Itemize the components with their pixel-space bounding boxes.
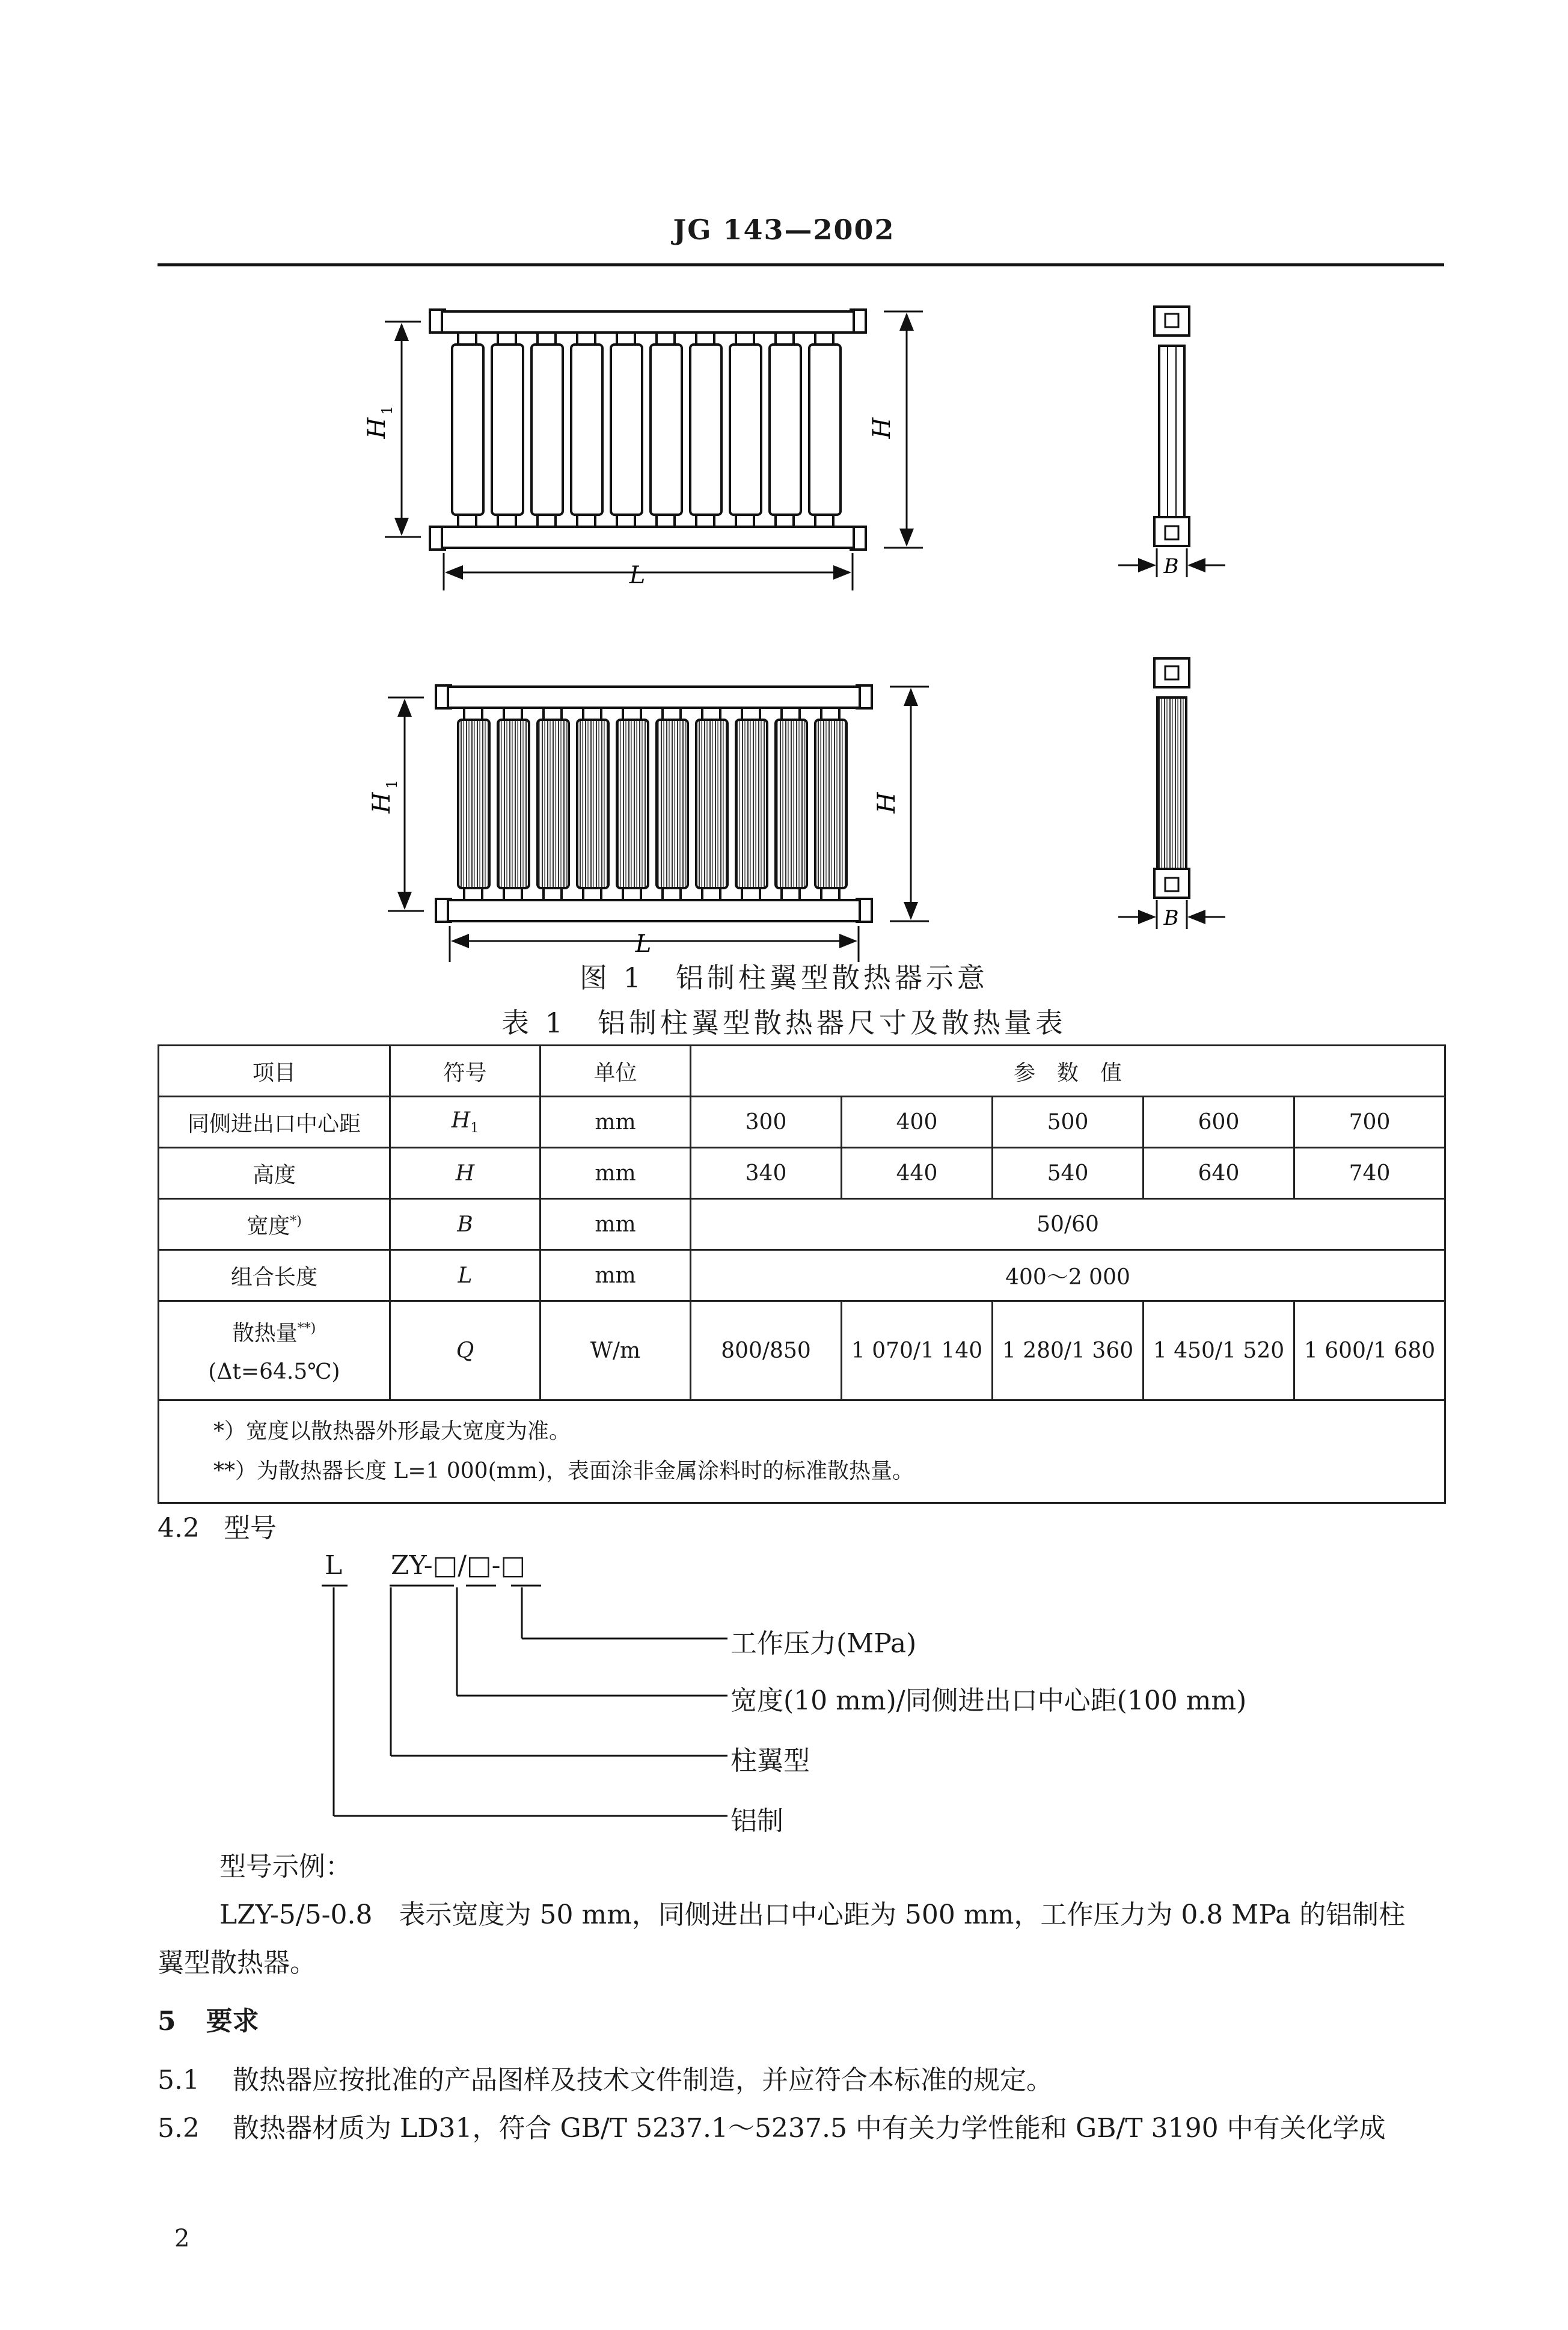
figure-caption: 图 1 铝制柱翼型散热器示意 bbox=[580, 961, 988, 994]
model-code: ZY-□/□-□ bbox=[391, 1550, 526, 1581]
table-row: 同侧进出口中心距 $H_1$ mm 300 400 500 600 700 bbox=[159, 1097, 1445, 1148]
radiator-column bbox=[492, 345, 523, 515]
label-width-distance: 宽度(10 mm)/同侧进出口中心距(100 mm) bbox=[730, 1685, 1247, 1716]
label-aluminum: 铝制 bbox=[730, 1806, 783, 1836]
header-values: 参 数 值 bbox=[691, 1046, 1445, 1097]
table-row: 高度 H mm 340 440 540 640 740 bbox=[159, 1148, 1445, 1199]
radiator-column bbox=[815, 720, 847, 888]
table-row: 宽度*) B mm 50/60 bbox=[159, 1199, 1445, 1250]
radiator-column bbox=[458, 720, 489, 888]
svg-text:1: 1 bbox=[379, 405, 396, 415]
note-1: *）宽度以散热器外形最大宽度为准。 bbox=[213, 1419, 571, 1444]
model-example-label: 型号示例： bbox=[219, 1851, 352, 1882]
radiator-column bbox=[809, 345, 841, 515]
dim-l-upper: L bbox=[629, 562, 646, 589]
radiator-column bbox=[770, 345, 801, 515]
svg-text:1: 1 bbox=[384, 779, 400, 789]
radiator-column bbox=[736, 720, 767, 888]
section-4-2-heading: 4.2 型号 bbox=[158, 1513, 277, 1544]
dim-h1-lower: H bbox=[368, 792, 396, 814]
table-row: 散热量**) (Δt=64.5℃) Q W/m 800/850 1 070/1 140 1 280/1 360 1 450/1 520 1 600/1 680 bbox=[159, 1301, 1445, 1400]
label-column-wing: 柱翼型 bbox=[730, 1746, 810, 1776]
requirement-5-1: 5.1 散热器应按批准的产品图样及技术文件制造，并应符合本标准的规定。 bbox=[158, 2065, 1053, 2095]
table-row: 组合长度 L mm 400～2 000 bbox=[159, 1250, 1445, 1301]
radiator-column bbox=[571, 345, 602, 515]
section-5-heading: 5 要求 bbox=[158, 2006, 259, 2037]
dim-h1-upper: H bbox=[363, 417, 391, 439]
header-symbol: 符号 bbox=[390, 1046, 541, 1097]
note-2: **）为散热器长度 L=1 000(mm)，表面涂非金属涂料时的标准散热量。 bbox=[213, 1459, 914, 1483]
radiator-column bbox=[776, 720, 807, 888]
front-view-lower bbox=[436, 685, 872, 922]
radiator-column bbox=[651, 345, 682, 515]
dim-b-lower: B bbox=[1163, 906, 1179, 930]
radiator-column bbox=[730, 345, 761, 515]
parameter-table bbox=[158, 1044, 1446, 1504]
side-view-lower bbox=[1154, 658, 1189, 898]
model-example-line2: 翼型散热器。 bbox=[158, 1948, 316, 1978]
standard-header: JG 143—2002 bbox=[673, 213, 895, 246]
radiator-column bbox=[537, 720, 569, 888]
dim-h-lower: H bbox=[873, 792, 901, 814]
requirement-5-2: 5.2 散热器材质为 LD31，符合 GB/T 5237.1～5237.5 中有关力学性能和 GB/T 3190 中有关化学成 bbox=[158, 2113, 1386, 2144]
dim-b-upper: B bbox=[1163, 554, 1179, 578]
model-code-l: L bbox=[325, 1550, 343, 1581]
radiator-column bbox=[498, 720, 529, 888]
radiator-column bbox=[611, 345, 642, 515]
radiator-column bbox=[617, 720, 648, 888]
header-item: 项目 bbox=[159, 1046, 390, 1097]
table-caption: 表 1 铝制柱翼型散热器尺寸及散热量表 bbox=[501, 1007, 1067, 1039]
model-example-line1: LZY-5/5-0.8 表示宽度为 50 mm，同侧进出口中心距为 500 mm，工作压力为 0.8 MPa 的铝制柱 bbox=[219, 1899, 1406, 1930]
table-header-row bbox=[159, 1046, 1445, 1097]
dim-h-upper: H bbox=[868, 417, 896, 439]
page-number: 2 bbox=[174, 2225, 190, 2252]
radiator-column bbox=[690, 345, 721, 515]
table-notes bbox=[159, 1400, 1445, 1503]
radiator-column bbox=[531, 345, 563, 515]
radiator-column bbox=[577, 720, 608, 888]
front-view-upper bbox=[430, 310, 866, 550]
radiator-column bbox=[452, 345, 483, 515]
radiator-column bbox=[657, 720, 688, 888]
side-view-upper bbox=[1154, 307, 1189, 546]
label-working-pressure: 工作压力(MPa) bbox=[730, 1628, 917, 1659]
header-unit: 单位 bbox=[541, 1046, 691, 1097]
dim-l-lower: L bbox=[635, 930, 652, 958]
radiator-figure bbox=[0, 0, 1568, 998]
radiator-column bbox=[696, 720, 727, 888]
